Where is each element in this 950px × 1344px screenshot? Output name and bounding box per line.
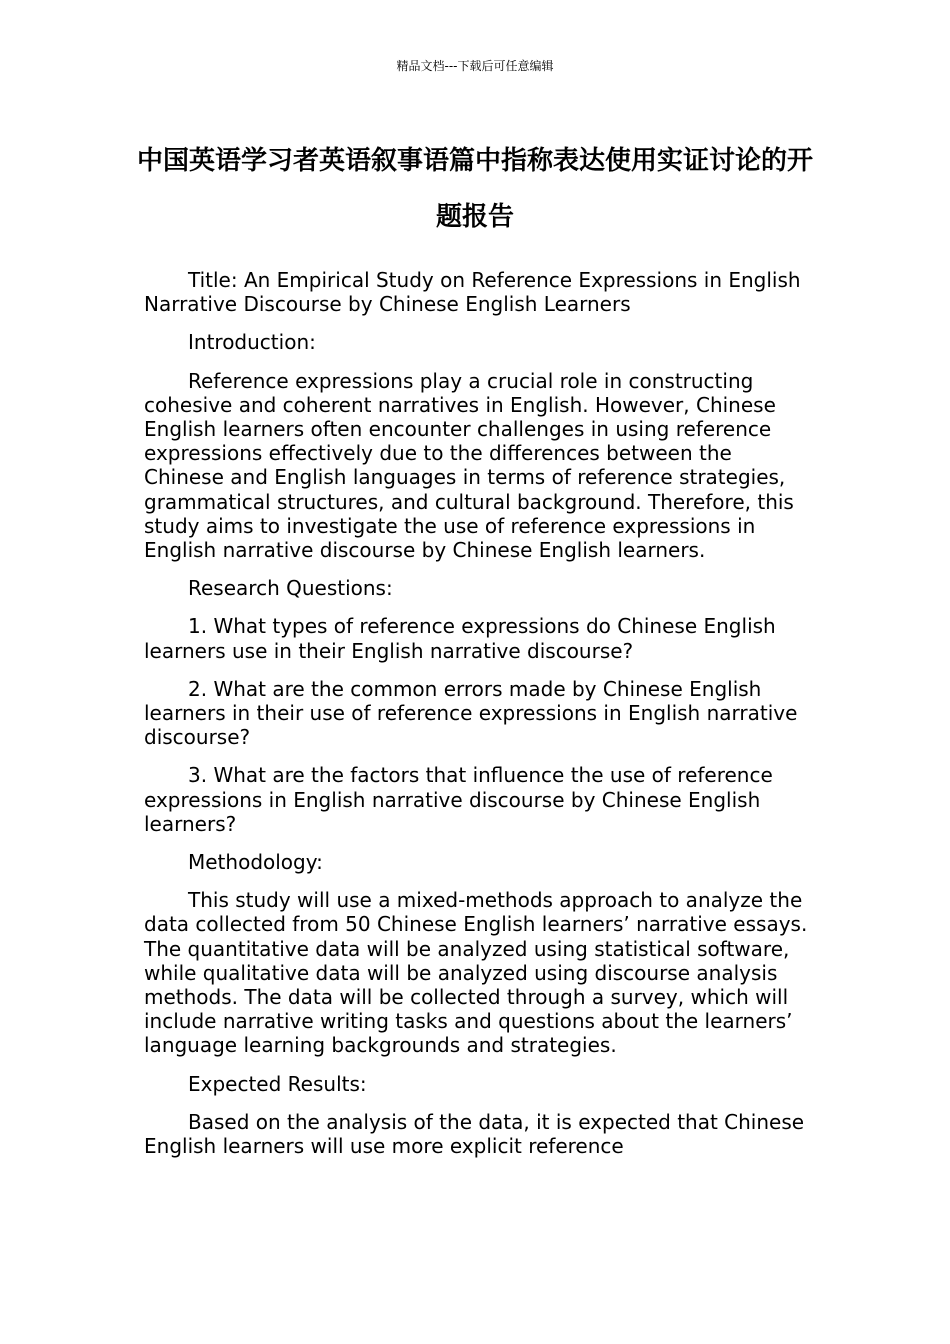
research-question-1: 1. What types of reference expressions do Chinese English learners use in their English narrative discourse?: [144, 614, 776, 663]
heading-research-questions: Research Questions:: [188, 576, 393, 601]
document-title: 中国英语学习者英语叙事语篇中指称表达使用实证讨论的开题报告: [136, 146, 813, 232]
document-body: [144, 268, 809, 1172]
paragraph-methodology: This study will use a mixed-methods approach to analyze the data collected from 50 Chinese English learners’ narrative essays. The quantitative data will be analyzed using statistical software, while qualitative data will be analyzed using discourse analysis methods. The data will be collected through a survey, which will include narrative writing tasks and questions about the learners’ language learning backgrounds and strategies.: [144, 888, 808, 1058]
heading-methodology: Methodology:: [188, 850, 323, 875]
header-note: 精品文档---下载后可任意编辑: [396, 59, 554, 73]
paragraph-introduction: Reference expressions play a crucial role in constructing cohesive and coherent narratives in English. However, Chinese English learners often encounter challenges in using reference expressions effectively due to the differences between the Chinese and English languages in terms of reference strategies, grammatical structures, and cultural background. Therefore, this study aims to investigate the use of reference expressions in English narrative discourse by Chinese English learners.: [144, 368, 794, 563]
heading-expected-results: Expected Results:: [188, 1071, 367, 1096]
research-question-3: 3. What are the factors that influence the use of reference expressions in English narrative discourse by Chinese English learners?: [144, 763, 773, 836]
paragraph-title-line: Title: An Empirical Study on Reference Expressions in English Narrative Discourse by Chinese English Learners: [144, 268, 801, 317]
paragraph-expected-results: Based on the analysis of the data, it is expected that Chinese English learners will use more explicit reference: [144, 1109, 805, 1159]
heading-introduction: Introduction:: [188, 330, 316, 355]
research-question-2: 2. What are the common errors made by Chinese English learners in their use of reference expressions in English narrative discourse?: [144, 676, 798, 750]
